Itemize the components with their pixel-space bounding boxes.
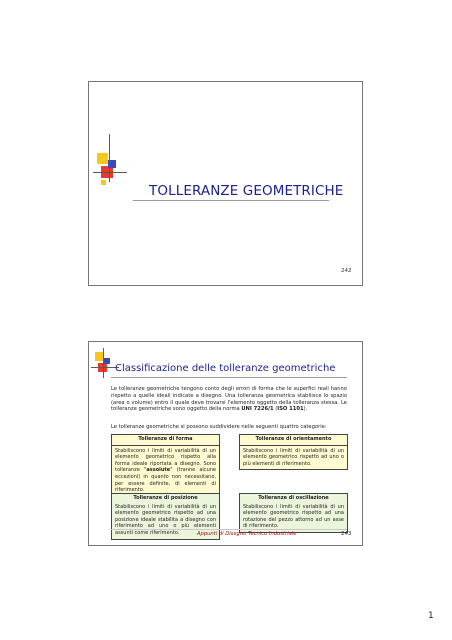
box-body [115, 448, 216, 494]
slide-classificazione [88, 341, 363, 546]
box-body: Stabiliscono i limiti di variabilità di un elemento geometrico rispetto ad una rotazione del pezzo attorno ad un asse di riferimento. [243, 503, 344, 530]
title-underline [111, 377, 347, 378]
slide-title: Classificazione delle tolleranze geometriche [115, 363, 336, 374]
box-heading: Tolleranze di oscillazione [258, 495, 329, 501]
slide-title: TOLLERANZE GEOMETRICHE [149, 183, 344, 199]
slide-tolleranze-geometriche [88, 81, 363, 286]
decor-square-yellow-small [101, 180, 106, 185]
intro-text: ). [303, 406, 308, 413]
footer-line [111, 529, 347, 530]
title-underline [133, 200, 329, 201]
footer-text: Appunti di Disegno Tecnico Industriale [197, 531, 297, 537]
categories-paragraph: Le tolleranze geometriche si possono suddividere nelle seguenti quattro categorie: [111, 424, 327, 430]
intro-text: Le tolleranze geometriche tengono conto degli errori di forma che le superfici reali hanno rispetto a quelle ideali indicate a disegno. Una tolleranza geometrica stabilisce lo spazio (area o volume) entro il quale deve trovarsi l'elemento oggetto della tolleranza stessa. Le tolleranze geometriche sono oggetto della norma [111, 386, 347, 413]
box-emphasis: assolute [146, 467, 171, 474]
box-tolleranze-orientamento [239, 434, 348, 470]
decor-vertical-line [103, 348, 104, 378]
box-body: Stabiliscono i limiti di variabilità di un elemento geometrico rispetto ad una posizione ideale stabilita a disegno con riferimento ad uno o più elementi assunti come riferimento. [115, 503, 216, 536]
page-number: 242 [341, 268, 352, 274]
decor-horizontal-line [93, 172, 127, 173]
decor-square-blue [104, 358, 110, 364]
decor-square-yellow [97, 153, 108, 164]
sheet-number: 1 [428, 611, 434, 621]
box-heading: Tolleranze di forma [112, 435, 219, 446]
intro-text: ( [273, 406, 278, 413]
norm-iso: ISO 1101 [277, 406, 304, 413]
page-number: 243 [341, 531, 352, 537]
box-heading: Tolleranze di posizione [133, 495, 198, 501]
box-body: Stabiliscono i limiti di variabilità di un elemento geometrico rispetto ad uno o più elementi di riferimento. [243, 447, 344, 467]
box-tolleranze-forma [111, 434, 220, 497]
box-tolleranze-oscillazione [239, 493, 348, 533]
box-text: " (tranne alcune eccezioni) in quanto non necessitano, per essere definite, di elementi di riferimento. [115, 467, 216, 494]
decor-vertical-line [109, 134, 110, 182]
intro-paragraph [111, 386, 347, 413]
box-heading: Tolleranze di orientamento [240, 435, 347, 446]
box-text: Stabiliscono i limiti di variabilità di un elemento geometrico rispetto alla forma ideale riportata a disegno. Sono tolleranze " [115, 447, 216, 474]
norm-uni: UNI 7226/1 [241, 406, 274, 413]
